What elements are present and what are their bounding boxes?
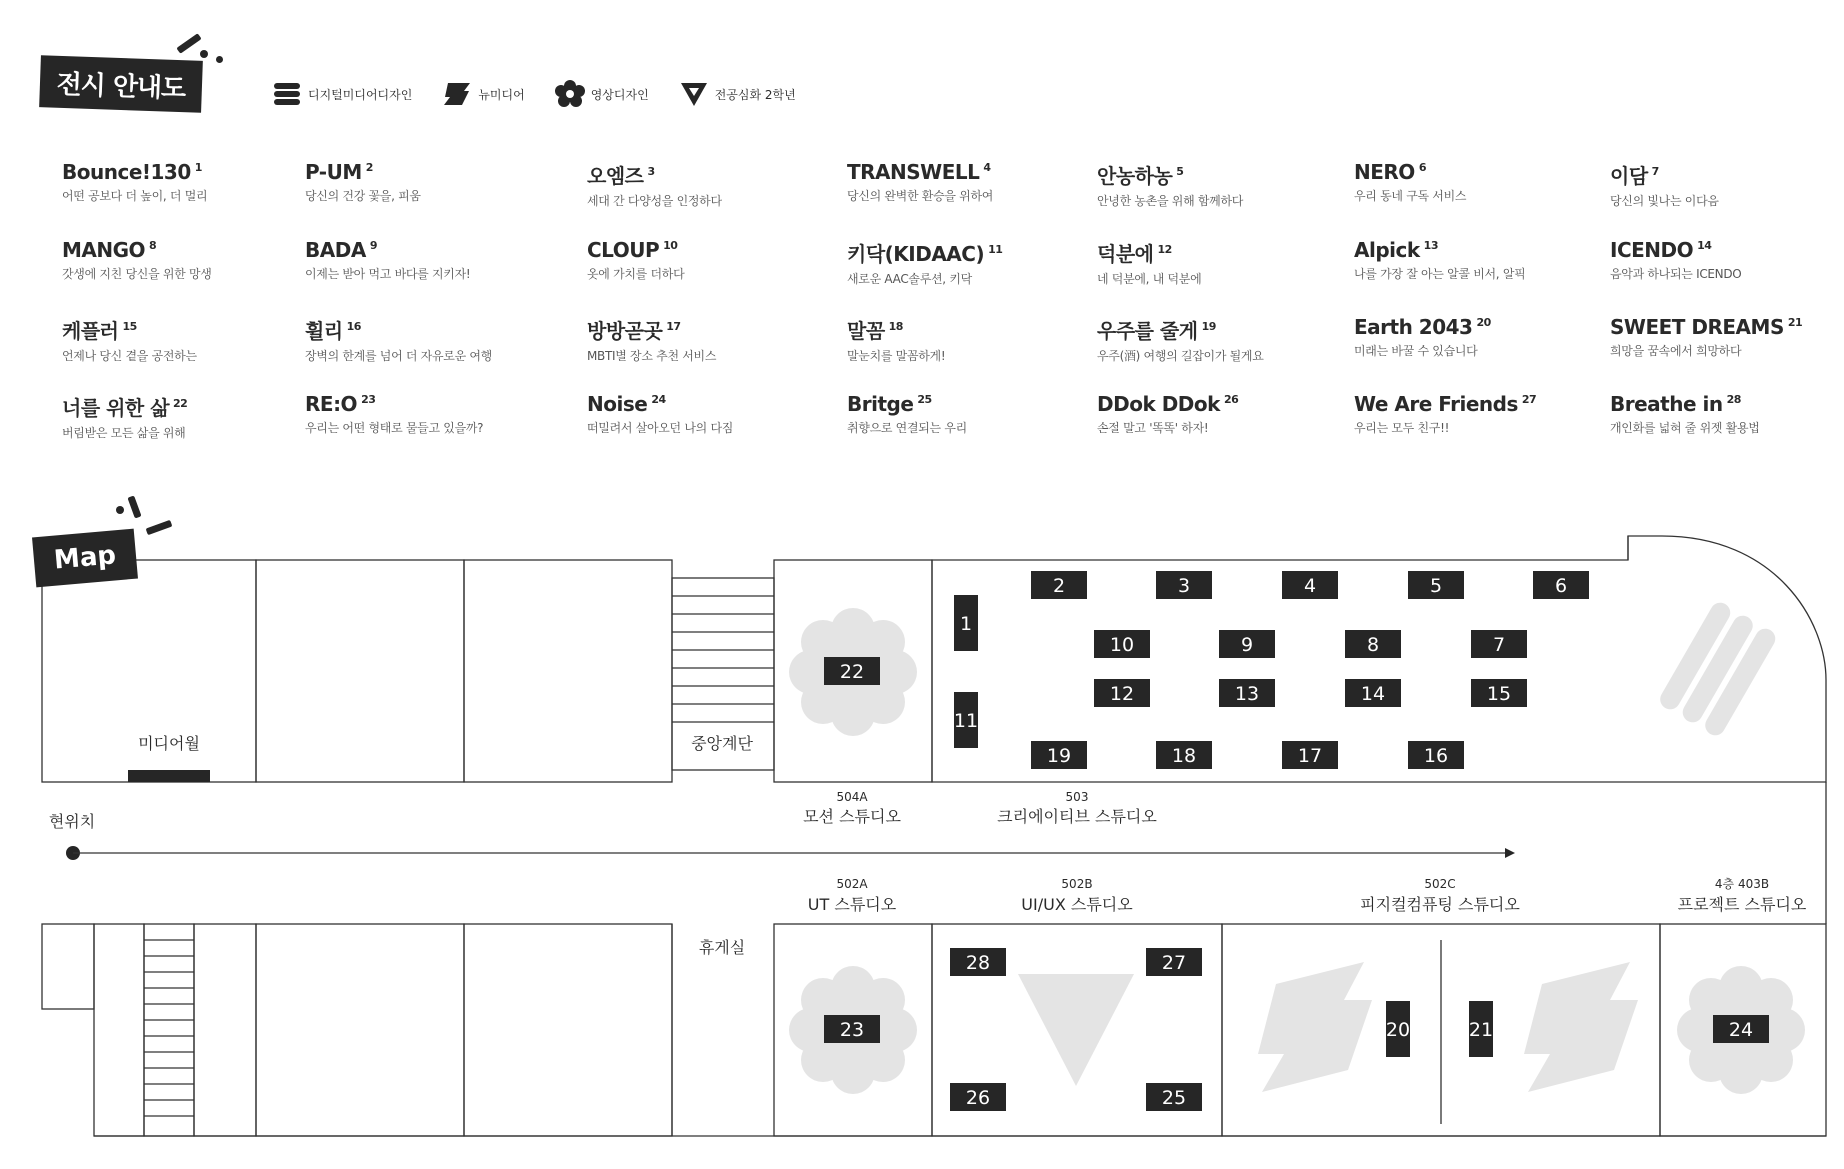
- team-number: 23: [361, 393, 376, 407]
- team-description: 당신의 빛나는 이다음: [1610, 194, 1719, 208]
- map-title: Map: [32, 529, 138, 588]
- team-name: MANGO: [62, 238, 146, 262]
- room-name: 모션 스튜디오: [803, 807, 901, 826]
- room-code: 502C: [1424, 877, 1456, 891]
- booth-number: 23: [839, 1019, 865, 1041]
- booth-number: 12: [1109, 683, 1135, 705]
- team-description: 개인화를 넓혀 줄 위젯 활용법: [1610, 421, 1760, 435]
- booth-number: 5: [1429, 575, 1443, 597]
- team-name: We Are Friends: [1354, 392, 1518, 416]
- team-name: Britge: [847, 392, 914, 416]
- team-number: 12: [1157, 243, 1172, 257]
- team-name: 방방곧곳: [587, 319, 663, 343]
- team-name: 말꼼: [847, 319, 885, 343]
- team-description: 음악과 하나되는 ICENDO: [1610, 267, 1742, 281]
- team-number: 20: [1476, 316, 1491, 330]
- team-description: 당신의 완벽한 환승을 위하여: [847, 189, 994, 203]
- team-name: Earth 2043: [1354, 315, 1473, 339]
- team-description: 손절 말고 '똑똑' 하자!: [1097, 421, 1209, 435]
- team-name: 너를 위한 삶: [62, 396, 170, 420]
- team-name: DDok DDok: [1097, 392, 1220, 416]
- central-stairs-label: 중앙계단: [691, 734, 753, 753]
- booth-number: 2: [1052, 575, 1066, 597]
- team-number: 18: [888, 320, 903, 334]
- team-number: 15: [122, 320, 137, 334]
- team-name: BADA: [305, 238, 366, 262]
- booth-number: 6: [1554, 575, 1568, 597]
- booth-number: 1: [959, 613, 973, 635]
- team-description: 어떤 공보다 더 높이, 더 멀리: [62, 189, 208, 203]
- team-number: 24: [651, 393, 666, 407]
- media-wall-bar: [128, 770, 210, 782]
- triangle-watermark: [1018, 974, 1134, 1086]
- team-number: 25: [917, 393, 932, 407]
- page-title: 전시 안내도: [39, 55, 203, 113]
- team-description: 우주(酒) 여행의 길잡이가 될게요: [1097, 349, 1264, 363]
- team-number: 3: [647, 165, 655, 179]
- team-number: 11: [988, 243, 1003, 257]
- team-name: 케플러: [62, 319, 119, 343]
- team-description: 말눈치를 말꼼하게!: [847, 349, 946, 363]
- team-description: 취향으로 연결되는 우리: [847, 421, 967, 435]
- booth-number: 28: [965, 952, 991, 974]
- team-name: 오엠즈: [587, 164, 644, 188]
- booth-number: 13: [1234, 683, 1260, 705]
- team-description: 나를 가장 잘 아는 알콜 비서, 알픽: [1354, 267, 1526, 281]
- current-location-label: 현위치: [48, 812, 96, 831]
- booth-number: 4: [1303, 575, 1317, 597]
- team-number: 17: [666, 320, 681, 334]
- team-name: 덕분에: [1097, 242, 1154, 266]
- team-name: 이담: [1610, 164, 1648, 188]
- booth-number: 26: [965, 1087, 991, 1109]
- booth-number: 21: [1468, 1019, 1494, 1041]
- team-description: 우리 동네 구독 서비스: [1354, 189, 1467, 203]
- route-arrow-icon: [1505, 848, 1515, 858]
- room-name: 프로젝트 스튜디오: [1677, 895, 1807, 914]
- team-number: 8: [149, 239, 157, 253]
- team-number: 16: [346, 320, 361, 334]
- team-name: 키닥(KIDAAC): [847, 242, 985, 266]
- room-name: UT 스튜디오: [807, 895, 897, 914]
- team-number: 2: [365, 161, 373, 175]
- room-name: 피지컬컴퓨팅 스튜디오: [1360, 895, 1520, 914]
- team-name: 휠리: [305, 319, 343, 343]
- legend-label: 전공심화 2학년: [714, 87, 796, 102]
- layers-watermark: [1657, 599, 1779, 739]
- team-description: 언제나 당신 곁을 공전하는: [62, 349, 197, 363]
- team-name: Noise: [587, 392, 648, 416]
- team-description: 새로운 AAC솔루션, 키닥: [847, 272, 972, 286]
- team-name: Breathe in: [1610, 392, 1723, 416]
- team-name: ICENDO: [1610, 238, 1694, 262]
- room-code: 503: [1065, 790, 1089, 804]
- team-number: 5: [1176, 165, 1184, 179]
- booth-number: 19: [1046, 745, 1072, 767]
- team-number: 28: [1726, 393, 1741, 407]
- zigzag-watermark: [1524, 962, 1638, 1092]
- booth-number: 17: [1297, 745, 1323, 767]
- booth-number: 18: [1171, 745, 1197, 767]
- room-name: 크리에이티브 스튜디오: [997, 807, 1157, 826]
- legend-label: 영상디자인: [590, 87, 649, 102]
- booth-number: 16: [1423, 745, 1449, 767]
- team-description: 희망을 꿈속에서 희망하다: [1610, 344, 1742, 358]
- team-number: 21: [1787, 316, 1803, 330]
- team-number: 10: [663, 239, 678, 253]
- team-name: Alpick: [1354, 238, 1420, 262]
- room-code: 502A: [836, 877, 868, 891]
- booth-number: 20: [1385, 1019, 1411, 1041]
- team-number: 13: [1423, 239, 1438, 253]
- booth-number: 27: [1161, 952, 1187, 974]
- booth-number: 15: [1486, 683, 1512, 705]
- booth-number: 3: [1177, 575, 1191, 597]
- team-number: 27: [1521, 393, 1537, 407]
- team-description: 버림받은 모든 삶을 위해: [62, 426, 186, 440]
- team-name: CLOUP: [587, 238, 660, 262]
- team-description: 미래는 바꿀 수 있습니다: [1354, 344, 1478, 358]
- team-name: NERO: [1354, 160, 1415, 184]
- booth-number: 14: [1360, 683, 1386, 705]
- team-name: Bounce!130: [62, 160, 191, 184]
- booth-number: 24: [1728, 1019, 1754, 1041]
- team-description: 옷에 가치를 더하다: [587, 267, 685, 281]
- team-description: 장벽의 한계를 넘어 더 자유로운 여행: [305, 349, 492, 363]
- team-number: 7: [1651, 165, 1659, 179]
- team-number: 1: [194, 161, 202, 175]
- media-wall-label: 미디어월: [138, 734, 200, 753]
- room-code: 502B: [1061, 877, 1093, 891]
- team-number: 14: [1697, 239, 1712, 253]
- zigzag-watermark: [1258, 962, 1372, 1092]
- legend-label: 디지털미디어디자인: [308, 87, 413, 102]
- team-description: MBTI별 장소 추천 서비스: [587, 349, 717, 363]
- booth-number: 7: [1492, 634, 1506, 656]
- team-name: 우주를 줄게: [1097, 319, 1198, 343]
- team-name: SWEET DREAMS: [1610, 315, 1784, 339]
- team-description: 이제는 받아 먹고 바다를 지키자!: [305, 267, 471, 281]
- room-code: 504A: [836, 790, 868, 804]
- team-description: 안녕한 농촌을 위해 함께하다: [1097, 194, 1244, 208]
- team-number: 26: [1223, 393, 1239, 407]
- team-description: 네 덕분에, 내 덕분에: [1097, 272, 1202, 286]
- team-number: 6: [1418, 161, 1426, 175]
- booth-number: 22: [839, 661, 865, 683]
- team-description: 우리는 모두 친구!!: [1354, 421, 1450, 435]
- booth-number: 11: [953, 710, 979, 732]
- team-description: 세대 간 다양성을 인정하다: [587, 194, 722, 208]
- team-number: 22: [173, 397, 188, 411]
- team-name: P-UM: [305, 160, 362, 184]
- team-description: 당신의 건강 꽃을, 피움: [305, 189, 421, 203]
- booth-number: 25: [1161, 1087, 1187, 1109]
- team-name: TRANSWELL: [847, 160, 980, 184]
- team-name: 안농하농: [1097, 164, 1173, 188]
- lounge-label: 휴게실: [698, 938, 746, 957]
- decoration-dot: [116, 506, 124, 514]
- team-name: RE:O: [305, 392, 358, 416]
- booth-number: 10: [1109, 634, 1135, 656]
- booth-number: 8: [1366, 634, 1380, 656]
- legend-label: 뉴미디어: [478, 87, 525, 102]
- booth-number: 9: [1240, 634, 1254, 656]
- room-name: UI/UX 스튜디오: [1021, 895, 1133, 914]
- team-description: 우리는 어떤 형태로 물들고 있을까?: [305, 421, 484, 435]
- team-number: 19: [1201, 320, 1216, 334]
- team-number: 9: [369, 239, 377, 253]
- team-description: 갓생에 지친 당신을 위한 망생: [62, 267, 212, 281]
- room-code: 4층 403B: [1714, 877, 1770, 891]
- team-description: 떠밀려서 살아오던 나의 다짐: [587, 421, 734, 435]
- team-number: 4: [983, 161, 991, 175]
